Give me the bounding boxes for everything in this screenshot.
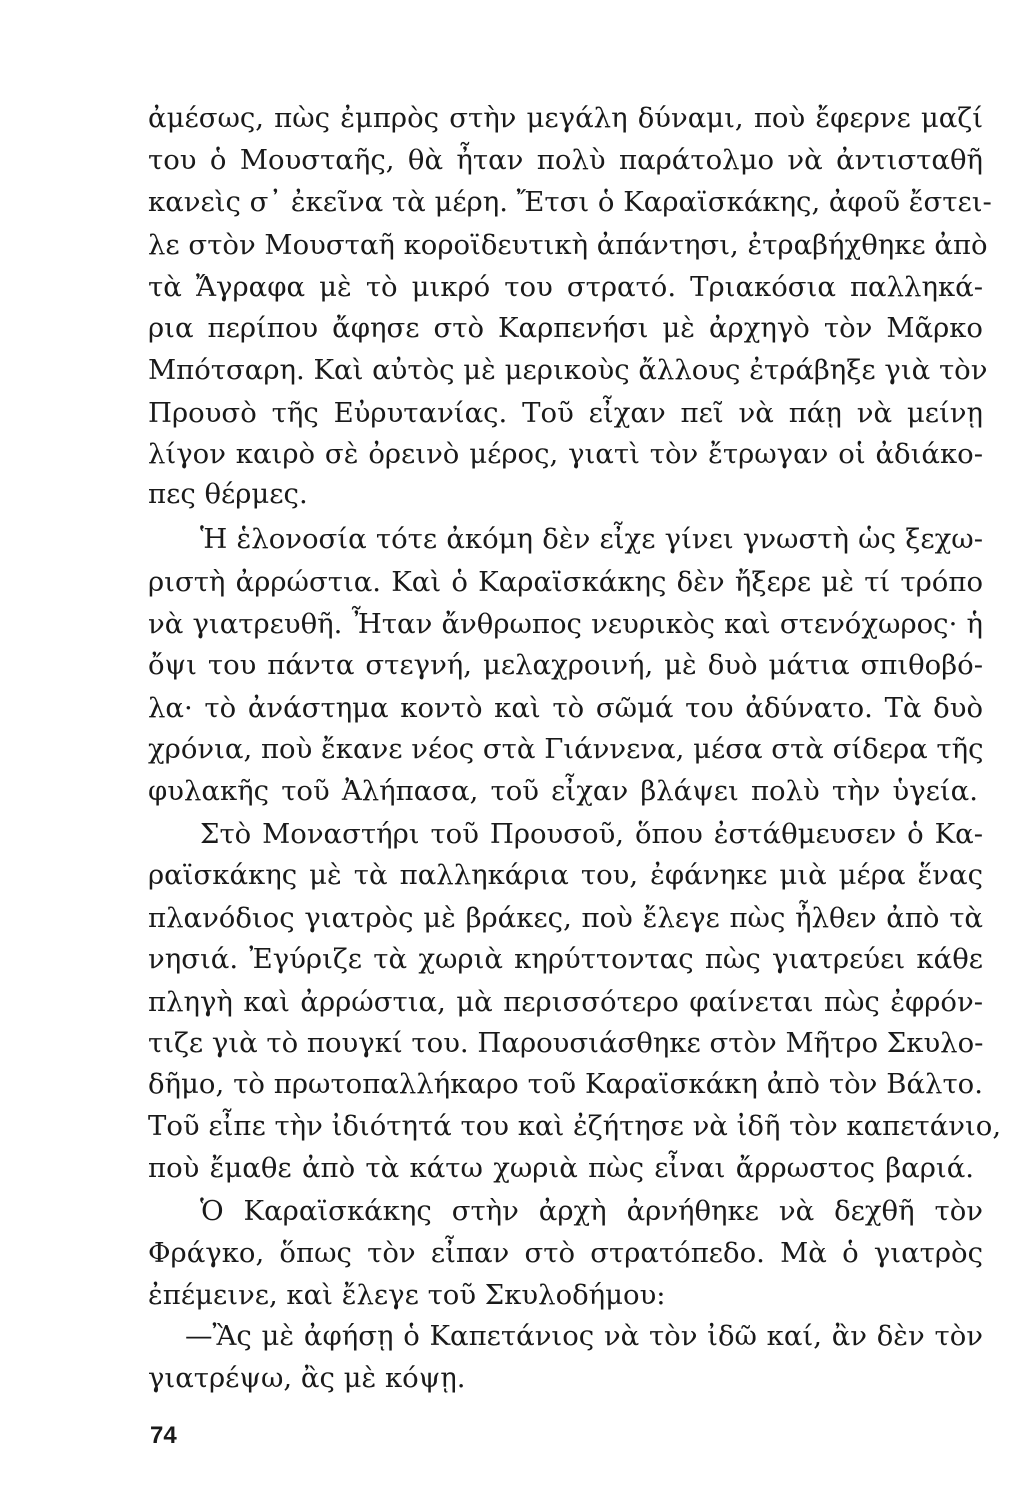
text-line: ρια περίπου ἄφησε στὸ Καρπενήσι μὲ ἀρχηγὸ τὸν Μᾶρκο	[148, 312, 983, 344]
text-line: λε στὸν Μουσταῆ κοροϊδευτικὴ ἀπάντησι, ἐτραβήχθηκε ἀπὸ	[148, 229, 988, 261]
text-line: ἀμέσως, πὼς ἐμπρὸς στὴν μεγάλη δύναμι, ποὺ ἔφερνε μαζί	[148, 102, 983, 134]
text-line: χρόνια, ποὺ ἔκανε νέος στὰ Γιάννενα, μέσα στὰ σίδερα τῆς	[148, 733, 984, 765]
text-line: νησιά. Ἐγύριζε τὰ χωριὰ κηρύττοντας πὼς γιατρεύει κάθε	[148, 943, 983, 975]
text-line: φυλακῆς τοῦ Ἀλήπασα, τοῦ εἶχαν βλάψει πολὺ τὴν ὑγεία.	[148, 775, 978, 807]
text-line: Προυσὸ τῆς Εὐρυτανίας. Τοῦ εἶχαν πεῖ νὰ πάῃ νὰ μείνῃ	[148, 397, 983, 429]
text-line: Τοῦ εἶπε τὴν ἰδιότητά του καὶ ἐζήτησε νὰ ἰδῆ τὸν καπετάνιο,	[148, 1110, 1002, 1142]
text-line: πληγὴ καὶ ἀρρώστια, μὰ περισσότερο φαίνεται πὼς ἐφρόν-	[148, 986, 983, 1018]
text-line: Ὁ Καραϊσκάκης στὴν ἀρχὴ ἀρνήθηκε νὰ δεχθῆ τὸν	[200, 1195, 983, 1227]
text-line: ἐπέμεινε, καὶ ἔλεγε τοῦ Σκυλοδήμου:	[148, 1279, 666, 1311]
text-line: ραϊσκάκης μὲ τὰ παλληκάρια του, ἐφάνηκε μιὰ μέρα ἕνας	[148, 859, 983, 891]
page-number: 74	[150, 1422, 177, 1449]
text-line: δῆμο, τὸ πρωτοπαλλήκαρο τοῦ Καραϊσκάκη ἀπὸ τὸν Βάλτο.	[148, 1068, 983, 1100]
text-line: πες θέρμες.	[148, 478, 308, 510]
text-line: του ὁ Μουσταῆς, θὰ ἦταν πολὺ παράτολμο νὰ ἀντισταθῆ	[148, 144, 983, 176]
text-line: τὰ Ἄγραφα μὲ τὸ μικρό του στρατό. Τριακόσια παλληκά-	[148, 271, 983, 303]
text-line: λίγον καιρὸ σὲ ὀρεινὸ μέρος, γιατὶ τὸν ἔτρωγαν οἱ ἀδιάκο-	[148, 438, 983, 470]
text-line: ποὺ ἔμαθε ἀπὸ τὰ κάτω χωριὰ πὼς εἶναι ἄρρωστος βαριά.	[148, 1152, 974, 1184]
text-line: ὄψι του πάντα στεγνή, μελαχροινή, μὲ δυὸ μάτια σπιθοβό-	[148, 649, 983, 681]
text-line: πλανόδιος γιατρὸς μὲ βράκες, ποὺ ἔλεγε πὼς ἦλθεν ἀπὸ τὰ	[148, 902, 983, 934]
text-line: Μπότσαρη. Καὶ αὐτὸς μὲ μερικοὺς ἄλλους ἐτράβηξε γιὰ τὸν	[148, 354, 988, 386]
text-line: νὰ γιατρευθῆ. Ἦταν ἄνθρωπος νευρικὸς καὶ στενόχωρος· ἡ	[148, 608, 983, 640]
text-line: λα· τὸ ἀνάστημα κοντὸ καὶ τὸ σῶμά του ἀδύνατο. Τὰ δυὸ	[148, 692, 983, 724]
text-line: Φράγκο, ὅπως τὸν εἶπαν στὸ στρατόπεδο. Μὰ ὁ γιατρὸς	[148, 1237, 983, 1269]
text-line: ριστὴ ἀρρώστια. Καὶ ὁ Καραϊσκάκης δὲν ἤξερε μὲ τί τρόπο	[148, 566, 983, 598]
text-line: Στὸ Μοναστήρι τοῦ Προυσοῦ, ὅπου ἐστάθμευσεν ὁ Κα-	[200, 818, 983, 850]
text-line: κανεὶς σ᾿ ἐκεῖνα τὰ μέρη. Ἔτσι ὁ Καραϊσκάκης, ἀφοῦ ἔστει-	[148, 186, 992, 218]
text-line: τιζε γιὰ τὸ πουγκί του. Παρουσιάσθηκε στὸν Μῆτρο Σκυλο-	[148, 1027, 984, 1059]
text-line: γιατρέψω, ἂς μὲ κόψῃ.	[148, 1362, 466, 1394]
text-line: Ἡ ἑλονοσία τότε ἀκόμη δὲν εἶχε γίνει γνωστὴ ὡς ξεχω-	[200, 523, 983, 555]
text-line: —Ἂς μὲ ἀφήσῃ ὁ Καπετάνιος νὰ τὸν ἰδῶ καί, ἂν δὲν τὸν	[185, 1320, 983, 1352]
